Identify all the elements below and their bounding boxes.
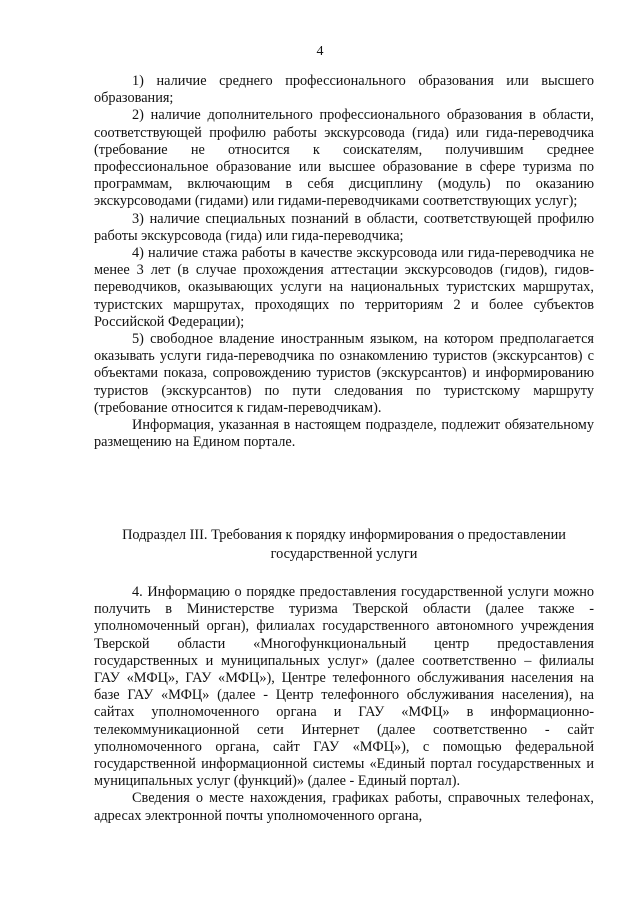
subsection-heading-line-2: государственной услуги [270, 546, 418, 562]
section-4-continuation: Сведения о месте нахождения, графиках работы, справочных телефонах, адресах электронной почты уполномоченного органа, [94, 790, 594, 824]
requirement-item-5: 5) свободное владение иностранным языком, на котором предполагается оказывать услуги гида-переводчика по ознакомлению туристов (экскурсантов) с объектами показа, сопровождению туристов (экскурсантов) и информированию туристов (экскурсантов) по пути следования по туристскому маршруту (требование относится к гидам-переводчикам). [94, 331, 594, 416]
requirement-item-3: 3) наличие специальных познаний в области, соответствующей профилю работы экскурсовода (гида) или гида-переводчика; [94, 210, 594, 244]
requirements-list [94, 73, 594, 451]
section-4-block [94, 584, 594, 825]
section-4-paragraph: 4. Информацию о порядке предоставления государственной услуги можно получить в Министерстве туризма Тверской области (далее также - уполномоченный орган), филиалах государственного автономного учреждения Тверской области «Многофункциональный центр предоставления государственных и муниципальных услуг» (далее соответственно – филиалы ГАУ «МФЦ», ГАУ «МФЦ»), Центре телефонного обслуживания населения на базе ГАУ «МФЦ» (далее - Центр телефонного обслуживания населения), на сайтах уполномоченного органа и ГАУ «МФЦ» в информационно-телекоммуникационной сети Интернет (далее соответственно - сайт уполномоченного органа, сайт ГАУ «МФЦ»), с помощью федеральной государственной информационной системы «Единый портал государственных и муниципальных услуг (функций)» (далее - Единый портал). [94, 584, 594, 790]
requirement-item-4: 4) наличие стажа работы в качестве экскурсовода или гида-переводчика не менее 3 лет (в случае прохождения аттестации экскурсоводов (гидов), гидов-переводчиков, оказывающих услуги на национальных туристских маршрутах, туристских маршрутах, проходящих по территориям 2 и более субъектов Российской Федерации); [94, 245, 594, 330]
subsection-heading [94, 526, 594, 564]
requirement-item-2: 2) наличие дополнительного профессионального образования в области, соответствующей профилю работы экскурсовода (гида) или гида-переводчика (требование не относится к соискателям, получившим среднее профессиональное образование или высшее образование в сфере туризма по программам, включающим в себя дисциплину (модуль) по оказанию экскурсоводами (гидами) или гидами-переводчиками соответствующих услуг); [94, 107, 594, 210]
subsection-heading-line-1: Подраздел III. Требования к порядку информирования о предоставлении [122, 527, 566, 543]
info-note-paragraph: Информация, указанная в настоящем подразделе, подлежит обязательному размещению на Едином портале. [94, 417, 594, 451]
page-number: 4 [316, 44, 324, 59]
requirement-item-1: 1) наличие среднего профессионального образования или высшего образования; [94, 73, 594, 107]
